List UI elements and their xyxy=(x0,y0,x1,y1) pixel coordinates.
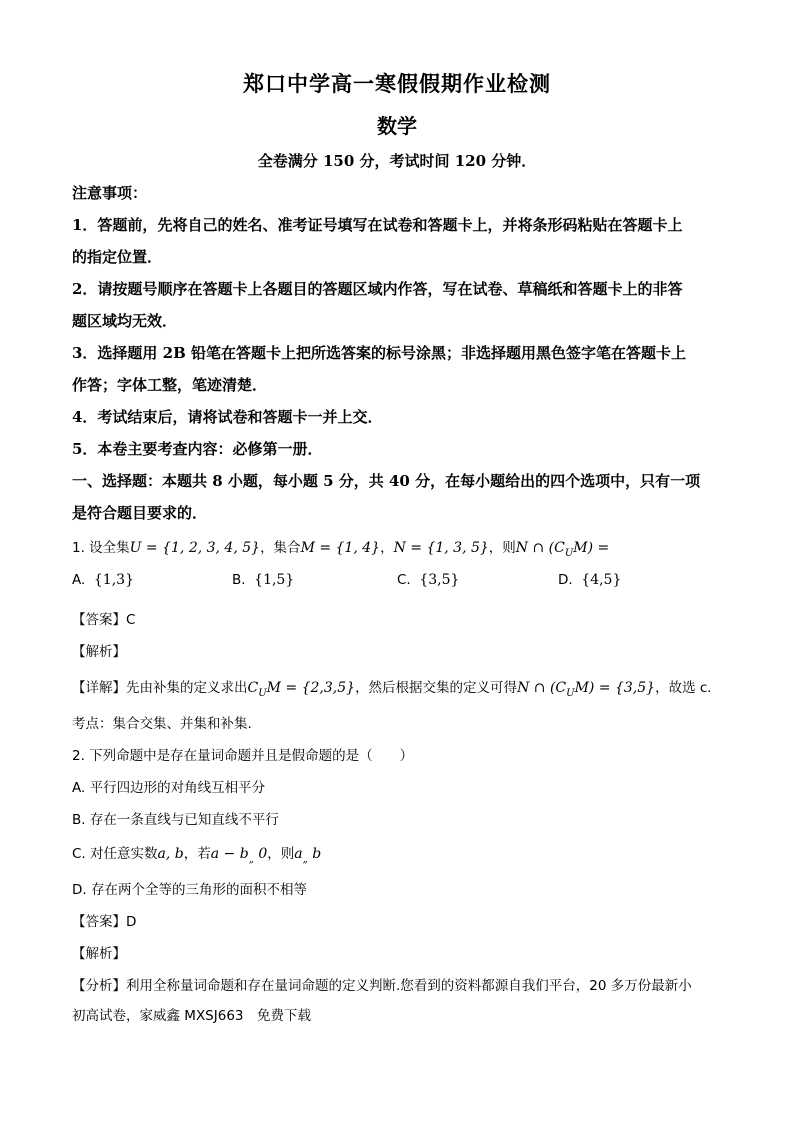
notice-item-1a: 1．答题前，先将自己的姓名、准考证号填写在试卷和答题卡上，并将条形码粘贴在答题卡上 xyxy=(72,216,683,234)
q1-option-a xyxy=(72,572,134,588)
q2-option-c xyxy=(72,842,321,865)
q2-option-c-math-2 xyxy=(210,846,268,865)
notice-item-1b: 的指定位置． xyxy=(72,248,163,266)
q1-answer-value: C xyxy=(126,612,136,628)
q2-fenxi-text-1: 利用全称量词命题和存在量词命题的定义判断.您看到的资料都源自我们平台，20 多万份最新小 xyxy=(126,978,692,994)
q1-set-n: N = {1, 3, 5} xyxy=(393,540,489,556)
q1-detail-expr-1 xyxy=(247,680,356,699)
q2-option-a: A. 平行四边形的对角线互相平分 xyxy=(72,780,266,796)
q1-detail-expr-2 xyxy=(517,680,656,699)
q2-option-c-math-3-main: a xyxy=(294,846,303,862)
page-title: 郑口中学高一寒假假期作业检测 xyxy=(243,71,551,96)
q2-fenxi-line-2: 初高试卷，家威鑫 MXSJ663 免费下载 xyxy=(72,1008,312,1024)
q2-option-b: B. 存在一条直线与已知直线不平行 xyxy=(72,812,279,828)
q1-stem-text-4: ，则 xyxy=(488,540,516,556)
q1-option-d-value: {4,5} xyxy=(581,572,622,588)
q2-option-c-text-2: ，若 xyxy=(183,846,211,862)
q2-option-d: D. 存在两个全等的三角形的面积不相等 xyxy=(72,882,307,898)
q1-option-d-label: D. xyxy=(558,572,573,588)
q1-stem-text-1: 1. 设全集 xyxy=(72,540,130,556)
q1-detail-expr-1-end: M = {2,3,5} xyxy=(266,680,356,696)
q2-option-c-text-3: ，则 xyxy=(267,846,295,862)
q2-option-c-math-3-sub: „ xyxy=(302,853,308,865)
q1-expr-main: N ∩ (C xyxy=(515,540,565,556)
notice-heading: 注意事项： xyxy=(72,184,148,202)
q2-option-c-math-2-sub: „ xyxy=(248,853,254,865)
q2-option-c-math-2-end: 0 xyxy=(253,846,268,862)
q1-detail-expr-1-sub: U xyxy=(258,687,267,699)
q1-detail xyxy=(72,676,721,699)
q2-option-c-math-2-main: a − b xyxy=(210,846,249,862)
q2-option-c-text-1: C. 对任意实数 xyxy=(72,846,158,862)
q1-expr xyxy=(515,540,610,559)
section-heading-b: 是符合题目要求的． xyxy=(72,504,208,522)
q1-option-c-label: C. xyxy=(397,572,411,588)
section-heading-a: 一、选择题：本题共 8 小题，每小题 5 分，共 40 分，在每小题给出的四个选项中，只有一项 xyxy=(72,472,701,490)
q1-expr-end: M) = xyxy=(573,540,610,556)
q1-option-b xyxy=(232,572,294,588)
q1-detail-expr-2-sub: U xyxy=(566,687,575,699)
q1-option-b-value: {1,5} xyxy=(254,572,295,588)
q1-set-u: U = {1, 2, 3, 4, 5} xyxy=(129,540,261,556)
notice-item-2a: 2．请按题号顺序在答题卡上各题目的答题区域内作答，写在试卷、草稿纸和答题卡上的非答 xyxy=(72,280,683,298)
q1-analysis-tag: 【解析】 xyxy=(72,644,126,660)
q1-detail-expr-2-end: M) = {3,5} xyxy=(574,680,656,696)
q1-detail-text-3: ，故选 c． xyxy=(655,680,721,696)
q1-option-d xyxy=(558,572,621,588)
q1-option-c xyxy=(397,572,459,588)
q2-option-c-math-3-end: b xyxy=(307,846,322,862)
q1-option-a-label: A. xyxy=(72,572,86,588)
q2-option-c-math-1: a, b xyxy=(157,846,184,862)
q1-detail-expr-2-main: N ∩ (C xyxy=(517,680,567,696)
q1-option-b-label: B. xyxy=(232,572,246,588)
q1-kaodian: 考点：集合交集、并集和补集. xyxy=(72,716,252,732)
q1-stem-text-2: ，集合 xyxy=(260,540,301,556)
q2-answer-value: D xyxy=(126,914,137,930)
q1-answer-tag: 【答案】 xyxy=(72,612,126,628)
q2-answer-tag: 【答案】 xyxy=(72,914,126,930)
q1-set-m: M = {1, 4} xyxy=(300,540,381,556)
q2-fenxi xyxy=(72,974,692,994)
q2-answer xyxy=(72,910,136,930)
q1-expr-sub: U xyxy=(564,547,574,559)
q1-detail-text-1: 先由补集的定义求出 xyxy=(126,680,248,696)
q1-detail-text-2: ，然后根据交集的定义可得 xyxy=(355,680,518,696)
notice-item-5: 5．本卷主要考查内容：必修第一册． xyxy=(72,440,323,458)
notice-item-2b: 题区域均无效． xyxy=(72,312,178,330)
q1-option-c-value: {3,5} xyxy=(419,572,460,588)
q1-option-a-value: {1,3} xyxy=(93,572,134,588)
q1-detail-expr-1-main: C xyxy=(247,680,259,696)
q2-fenxi-tag: 【分析】 xyxy=(72,978,126,994)
q2-analysis-tag: 【解析】 xyxy=(72,946,126,962)
notice-item-3b: 作答；字体工整，笔迹清楚． xyxy=(72,376,268,394)
q1-detail-tag: 【详解】 xyxy=(72,680,126,696)
score-info: 全卷满分 150 分，考试时间 120 分钟． xyxy=(257,152,537,170)
q1-stem xyxy=(72,536,609,559)
notice-item-3a: 3．选择题用 2B 铅笔在答题卡上把所选答案的标号涂黑；非选择题用黑色签字笔在答题卡上 xyxy=(72,344,687,362)
q2-option-c-math-3 xyxy=(294,846,322,865)
notice-item-4: 4．考试结束后，请将试卷和答题卡一并上交． xyxy=(72,408,383,426)
q1-answer xyxy=(72,608,135,628)
q2-stem: 2. 下列命题中是存在量词命题并且是假命题的是（ ） xyxy=(72,748,414,764)
subject-title: 数学 xyxy=(377,114,417,138)
q1-stem-text-3: ， xyxy=(380,540,394,556)
